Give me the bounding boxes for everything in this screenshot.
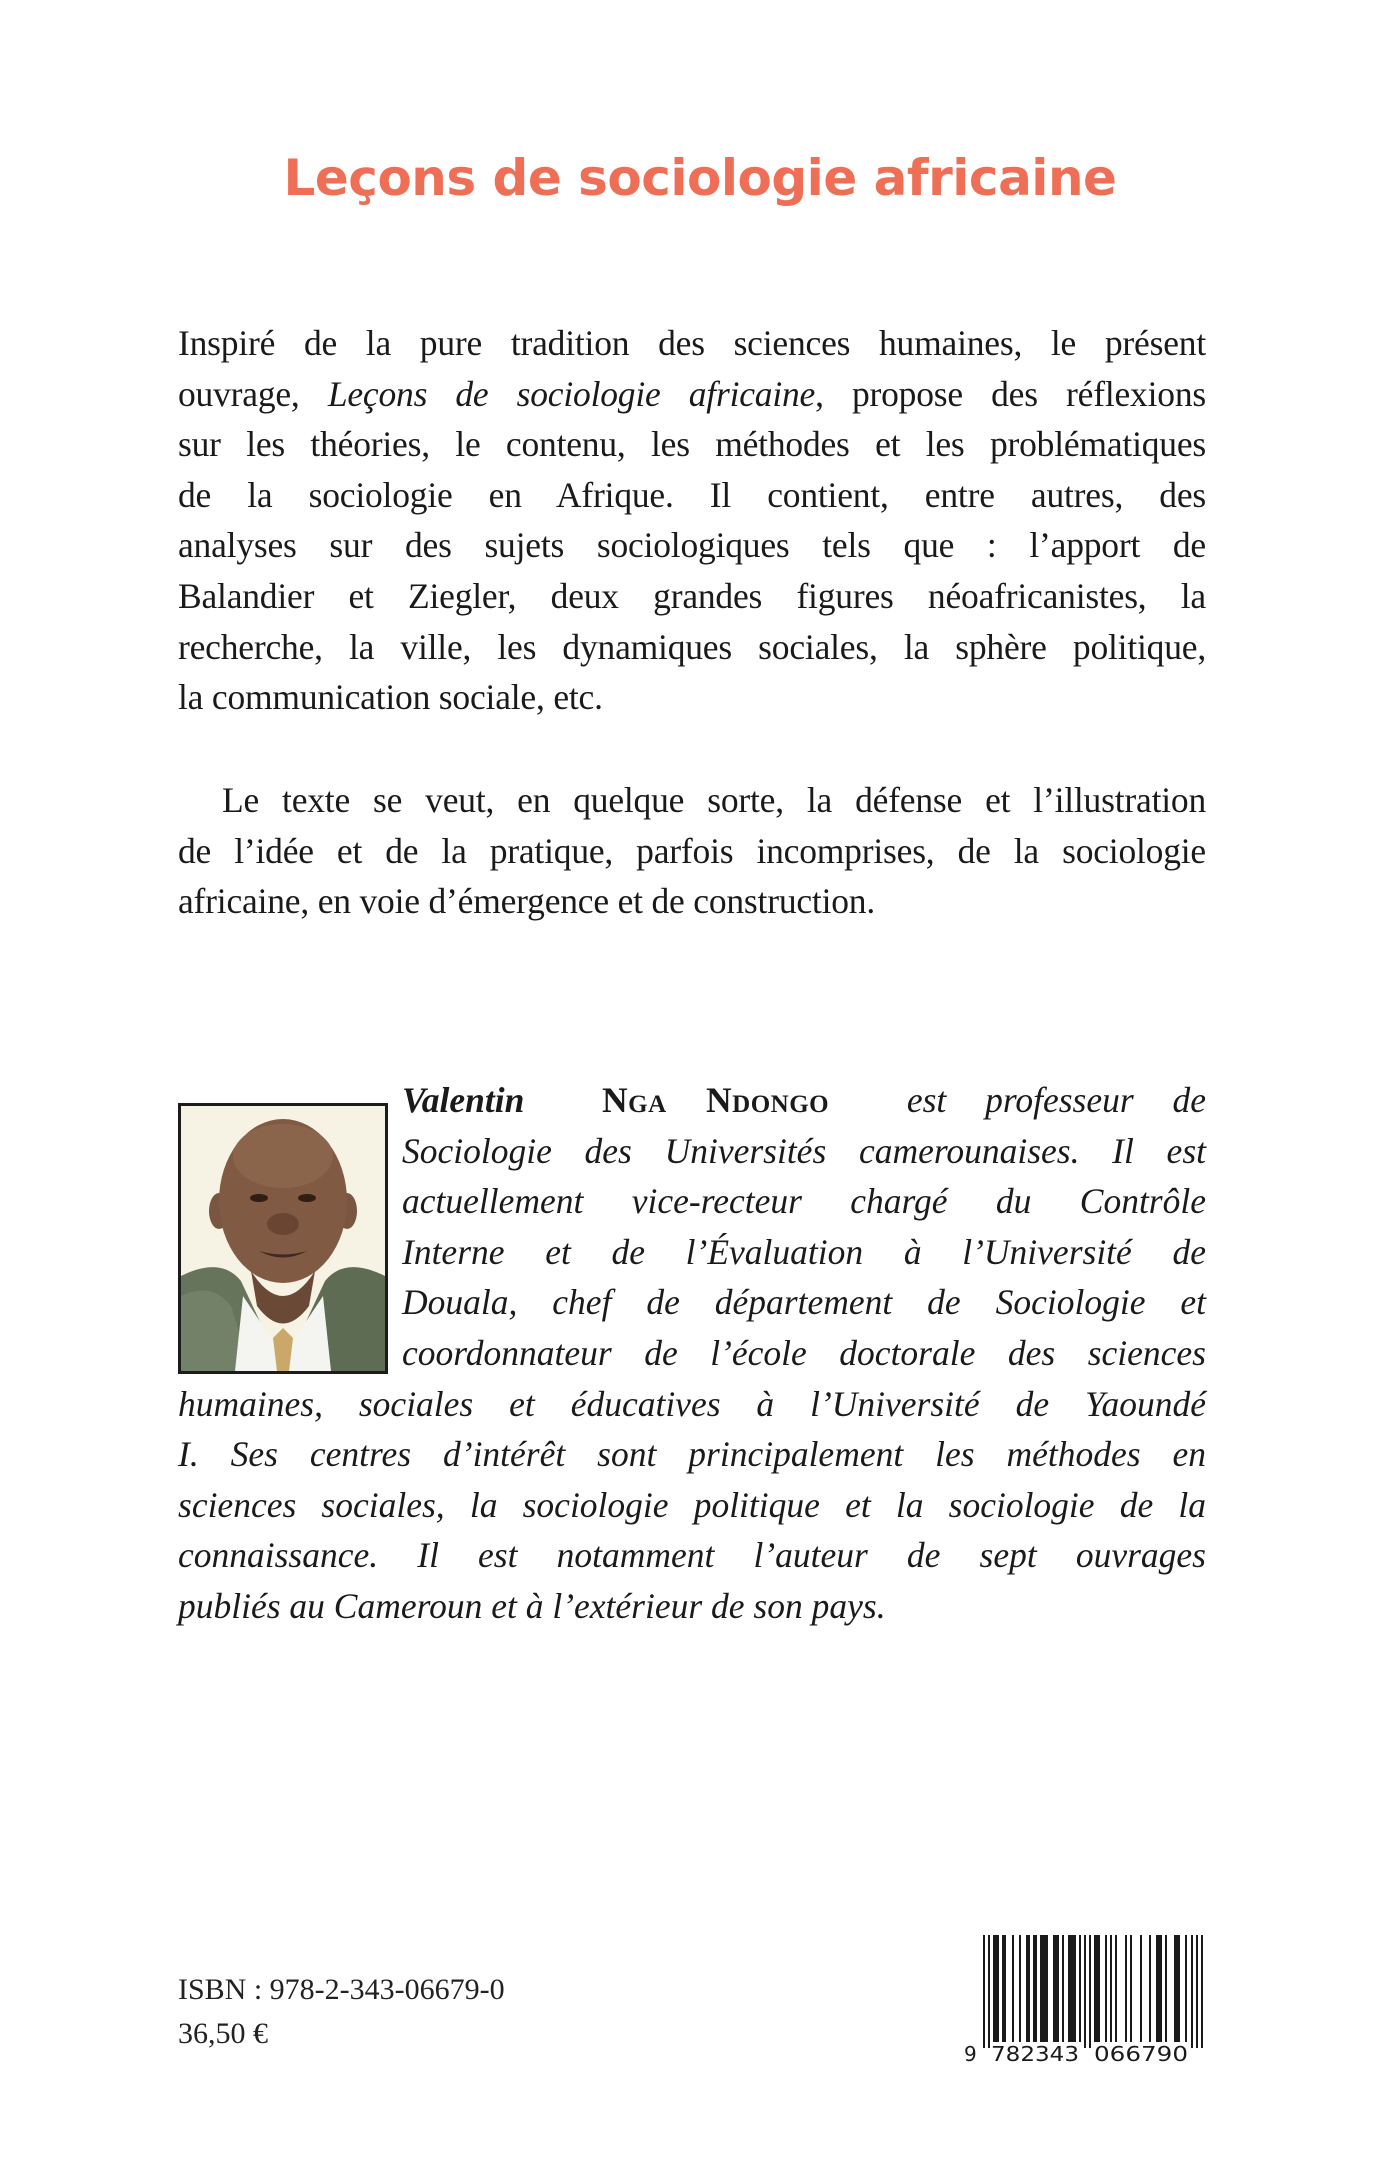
text-line: publiés au Cameroun et à l’extérieur de son pays. — [178, 1585, 886, 1626]
text-fragment: Le texte se veut, en quelque sorte, la défense et l’illustration — [222, 780, 1206, 820]
text-line: africaine, en voie d’émergence et de construction. — [178, 881, 876, 922]
book-title: Leçons de sociologie africaine — [283, 149, 1117, 207]
text-fragment: ouvrage, — [178, 373, 300, 414]
description-paragraph-1 — [178, 318, 1206, 723]
author-last-name: Nga Ndongo — [602, 1080, 830, 1120]
text-line: sur les théories, le contenu, les méthodes et les problématiques — [178, 424, 1206, 465]
barcode-icon — [960, 1930, 1222, 2066]
text-line: I. Ses centres d’intérêt sont principalement les méthodes en — [178, 1434, 1206, 1475]
text-fragment: est professeur de — [906, 1080, 1207, 1120]
text-line: Interne et de l’Évaluation à l’Université de — [402, 1231, 1206, 1272]
barcode-digits-right: 066790 — [1094, 2042, 1188, 2066]
barcode — [960, 1930, 1222, 2066]
text-line: analyses sur des sujets sociologiques tels que : l’apport de — [178, 525, 1206, 566]
price-label: 36,50 € — [178, 2017, 268, 2050]
text-line — [178, 775, 1206, 826]
book-title-italic: Leçons de sociologie africaine — [327, 373, 816, 414]
text-line: Balandier et Ziegler, deux grandes figures néoafricanistes, la — [178, 575, 1206, 616]
text-line: de la sociologie en Afrique. Il contient, entre autres, des — [178, 474, 1206, 515]
description-paragraph-2 — [178, 775, 1206, 927]
author-first-name: Valentin — [402, 1080, 525, 1120]
text-line: de l’idée et de la pratique, parfois incomprises, de la sociologie — [178, 830, 1206, 871]
text-line: actuellement vice-recteur chargé du Contrôle — [402, 1181, 1206, 1222]
text-line — [178, 369, 1206, 420]
text-line: la communication sociale, etc. — [178, 677, 603, 718]
text-line: Sociologie des Universités camerounaises. Il est — [402, 1130, 1206, 1171]
text-line: Inspiré de la pure tradition des sciences humaines, le présent — [178, 323, 1206, 363]
barcode-digit-first: 9 — [964, 2042, 977, 2066]
text-line: coordonnateur de l’école doctorale des sciences — [402, 1332, 1206, 1373]
text-line: recherche, la ville, les dynamiques sociales, la sphère politique, — [178, 626, 1206, 667]
text-line — [178, 1075, 1206, 1126]
text-line: Douala, chef de département de Sociologie et — [402, 1282, 1206, 1323]
text-fragment: , propose des réflexions — [815, 373, 1206, 414]
text-line: humaines, sociales et éducatives à l’Université de Yaoundé — [178, 1383, 1206, 1424]
author-bio — [178, 1075, 1206, 1632]
text-line: connaissance. Il est notamment l’auteur de sept ouvrages — [178, 1535, 1206, 1576]
text-line: sciences sociales, la sociologie politique et la sociologie de la — [178, 1484, 1206, 1525]
isbn-label: ISBN : 978-2-343-06679-0 — [178, 1973, 505, 2006]
barcode-digits-left: 782343 — [991, 2042, 1079, 2066]
